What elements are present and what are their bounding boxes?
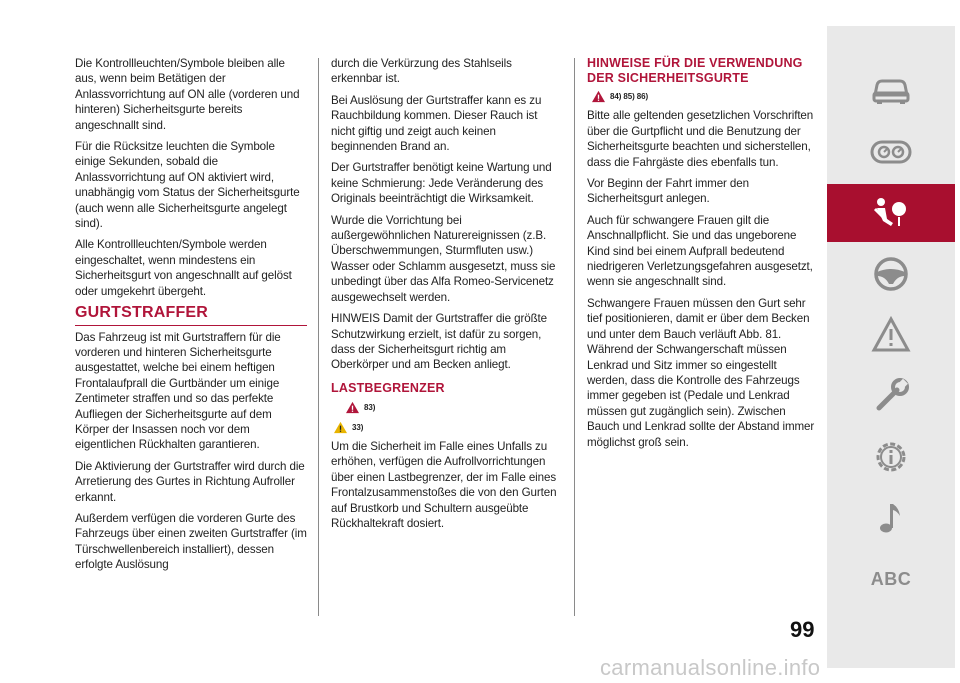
page-number: 99: [790, 617, 815, 642]
section-heading-lastbegrenzer: LASTBEGRENZER: [331, 380, 445, 395]
warning-reference-label: 84) 85) 86): [610, 92, 649, 101]
tab-maintenance[interactable]: [827, 367, 955, 425]
section-heading-gurtstraffer: GURTSTRAFFER: [75, 305, 307, 325]
column-3: [587, 56, 819, 456]
tab-index[interactable]: [827, 550, 955, 608]
chapter-sidebar: [827, 26, 955, 668]
caution-triangle-icon: [333, 421, 348, 434]
paragraph: durch die Verkürzung des Stahlseils erkennbar ist.: [331, 57, 512, 86]
paragraph: Außerdem verfügen die vorderen Gurte des Fahrzeugs über einen zweiten Gurtstraffer (im Türschwellenbereich installiert), dessen erfolgte Auslösung: [75, 511, 307, 572]
paragraph: Vor Beginn der Fahrt immer den Sicherheitsgurt anlegen.: [587, 177, 749, 206]
caution-reference[interactable]: [333, 420, 563, 435]
tab-car[interactable]: [827, 60, 955, 118]
warning-reference[interactable]: [345, 400, 563, 415]
tab-dashboard[interactable]: [827, 123, 955, 181]
tab-safety[interactable]: [827, 184, 955, 242]
watermark: carmanualsonline.info: [600, 655, 821, 680]
warning-triangle-icon: [869, 315, 913, 355]
paragraph: Alle Kontrollleuchten/Symbole werden eingeschaltet, wenn mindestens ein Sicherheitsgurt von angeschnallt auf gelöst oder umgekehrt übergeht.: [75, 238, 292, 298]
paragraph: Der Gurtstraffer benötigt keine Wartung und keine Schmierung: Jede Veränderung des Originals beeinträchtigt die Wirksamkeit.: [331, 161, 552, 206]
tab-steering[interactable]: [827, 245, 955, 303]
dashboard-gauges-icon: [869, 132, 913, 172]
column-2: [331, 56, 563, 537]
tab-multimedia[interactable]: [827, 489, 955, 547]
section-heading-hinweise: HINWEISE FÜR DIE VERWENDUNG DER SICHERHEITSGURTE: [587, 56, 803, 85]
warning-triangle-icon: [591, 90, 606, 103]
music-note-icon: [869, 498, 913, 538]
paragraph: Bei Auslösung der Gurtstraffer kann es zu Rauchbildung kommen. Dieser Rauch ist nicht giftig und zeigt auch keinen beginnenden Brand an.: [331, 93, 542, 154]
wrench-icon: [869, 376, 913, 416]
paragraph: Für die Rücksitze leuchten die Symbole einige Sekunden, sobald die Anlassvorrichtung auf ON aktiviert wird, unabhängig vom Status der Sicherheitsgurte (auch wenn alle Sicherheitsgurte angelegt sind).: [75, 140, 300, 231]
settings-info-icon: [869, 437, 913, 477]
warning-reference-label: 83): [364, 403, 376, 413]
column-1: [75, 56, 307, 579]
warning-reference[interactable]: [591, 89, 819, 104]
steering-wheel-icon: [869, 254, 913, 294]
paragraph: Bitte alle geltenden gesetzlichen Vorschriften über die Gurtpflicht und die Benutzung der Sicherheitsgurte beachten und sicherstellen, dass die Fahrgäste dies ebenfalls tun.: [587, 109, 814, 169]
paragraph: Das Fahrzeug ist mit Gurtstraffern für die vorderen und hinteren Sicherheitsgurte ausgestattet, welche bei einem heftigen Frontalaufprall die Gurtbänder um einige Zentimeter straffen und so das perfekte Aufliegen der Sicherheitsgurte auf dem Körper der Insassen noch vor dem eigentlichen Rückhalten garantieren.: [75, 330, 281, 452]
abc-label: ABC: [870, 568, 912, 589]
paragraph: Die Aktivierung der Gurtstraffer wird durch die Arretierung des Gurtes in Richtung Aufroller erkannt.: [75, 459, 305, 504]
car-icon: [869, 69, 913, 109]
paragraph: Schwangere Frauen müssen den Gurt sehr tief positionieren, damit er über dem Becken und unter dem Bauch verläuft Abb. 81. Während der Schwangerschaft müssen Lenkrad und Sitz immer so eingestellt werden, dass die Kontrolle des Fahrzeugs immer gegeben ist (Pedale und Lenkrad müssen gut zugänglich sein). Zwischen Bauch und Lenkrad sollte der Abstand immer möglichst groß sein.: [587, 296, 815, 449]
seatbelt-airbag-icon: [869, 193, 913, 233]
paragraph: Um die Sicherheit im Falle eines Unfalls zu erhöhen, verfügen die Aufrollvorrichtungen über einen Lastbegrenzer, der im Falle eines Frontalzusammenstoßes die von den Gurten auf Brustkorb und Schultern ausgeübte Rückhaltekraft dosiert.: [331, 439, 557, 530]
warning-triangle-icon: [345, 401, 360, 414]
caution-reference-label: 33): [352, 422, 364, 432]
paragraph: Die Kontrollleuchten/Symbole bleiben alle aus, wenn beim Betätigen der Anlassvorrichtung auf ON alle (vorderen und hinteren) Sicherheitsgurte bereits angeschnallt sind.: [75, 57, 300, 132]
column-divider: [574, 58, 575, 616]
tab-warnings[interactable]: [827, 306, 955, 364]
column-divider: [318, 58, 319, 616]
tab-technical-data[interactable]: [827, 428, 955, 486]
paragraph: HINWEIS Damit der Gurtstraffer die größte Schutzwirkung erzielt, ist dafür zu sorgen, dass der Sicherheitsgurt richtig am Oberkörper und am Becken anliegt.: [331, 312, 548, 372]
paragraph: Wurde die Vorrichtung bei außergewöhnlichen Naturereignissen (z.B. Überschwemmungen, Sturmfluten usw.) Wasser oder Schlamm ausgesetzt, muss sie unbedingt über das Alfa Romeo-Servicenetz ausgewechselt werden.: [331, 213, 556, 304]
paragraph: Auch für schwangere Frauen gilt die Anschnallpflicht. Sie und das ungeborene Kind sind bei einem Aufprall bedeutend niedrigeren Verletzungsgefahren ausgesetzt, wenn sie angeschnallt sind.: [587, 213, 813, 289]
